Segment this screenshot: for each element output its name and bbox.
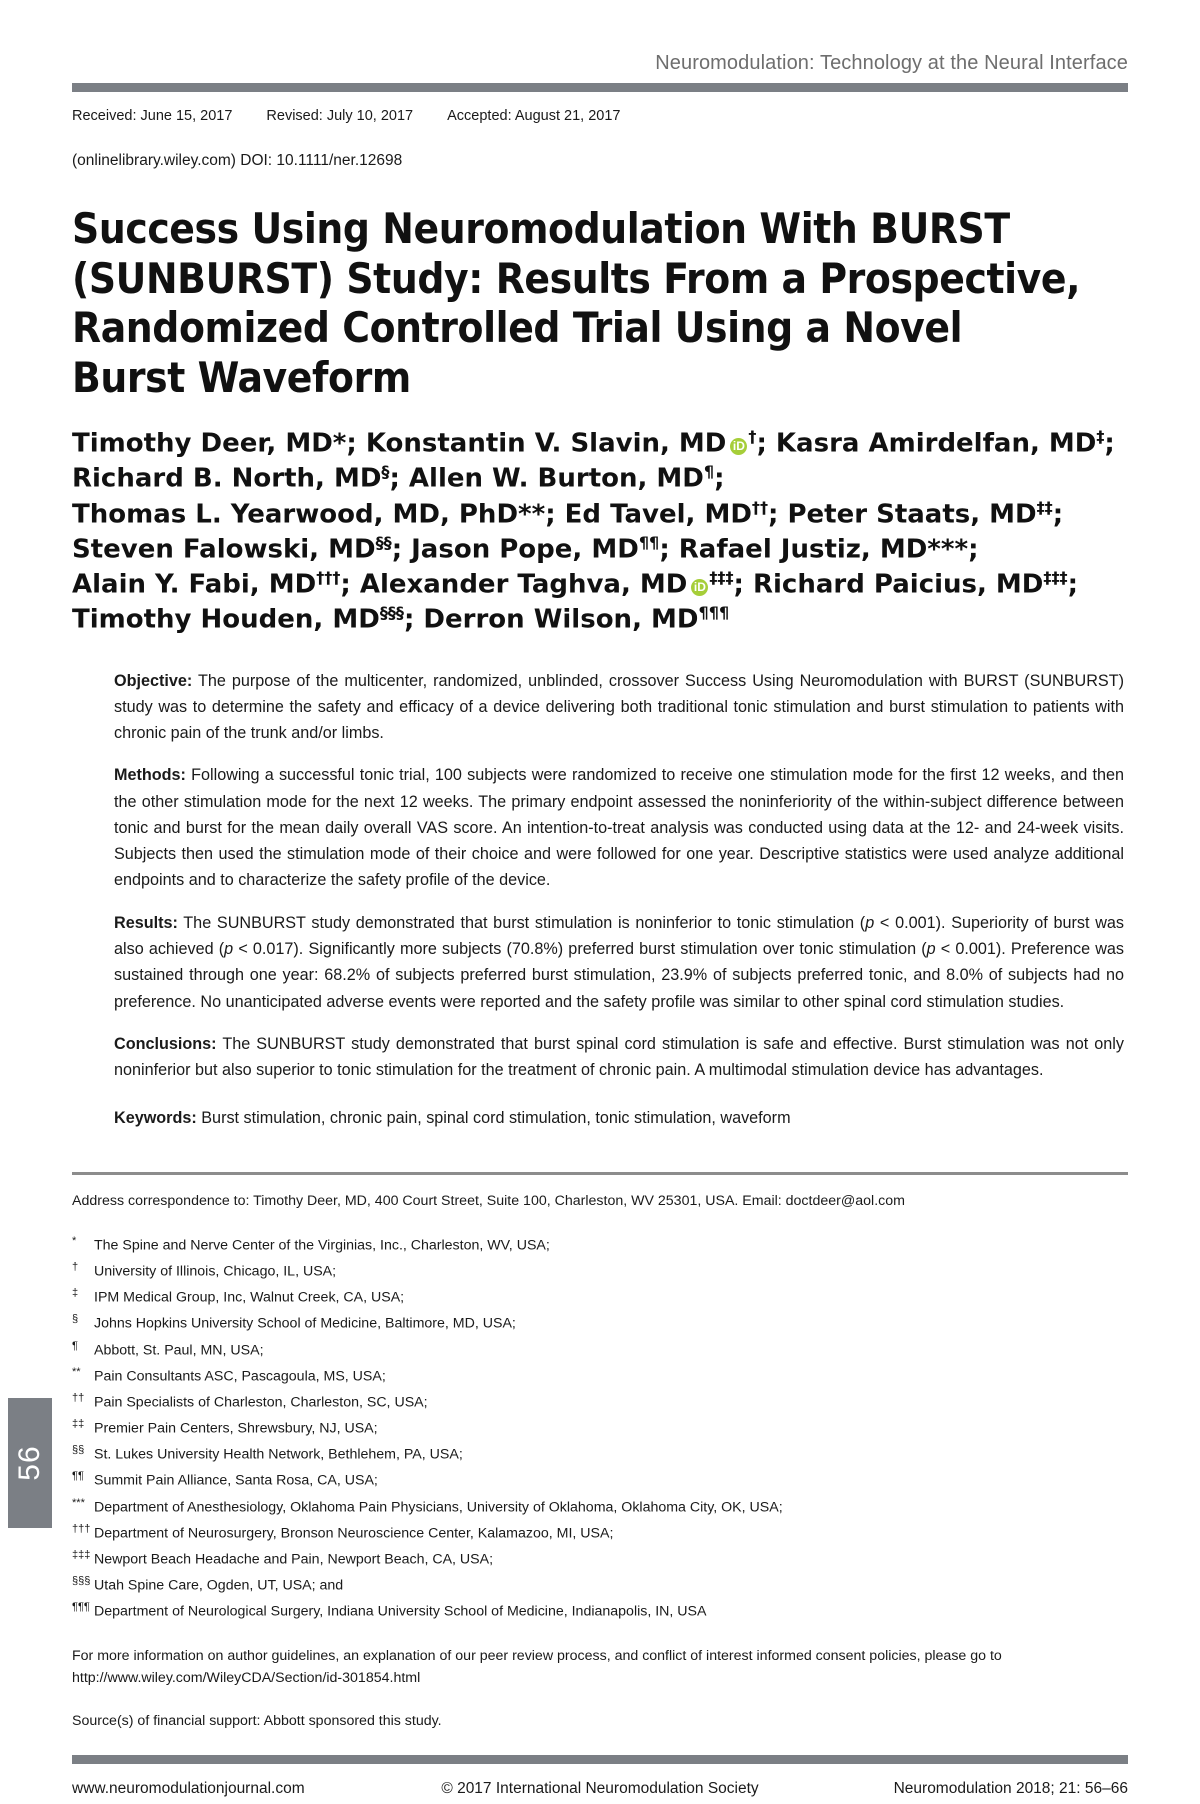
affil-text: Department of Neurological Surgery, Indiana University School of Medicine, Indianapolis, IN, USA bbox=[94, 1603, 707, 1620]
methods-text: Following a successful tonic trial, 100 subjects were randomized to receive one stimulation mode for the first 12 weeks, and then the other stimulation mode for the next 12 weeks. The primary endpoint assessed the noninferiority of the within-subject difference between tonic and burst for the mean daily overall VAS score. An intention-to-treat analysis was conducted using data at the 12- and 24-week visits. Subjects then used the stimulation mode of their choice and were followed for one year. Descriptive statistics were used analyze additional endpoints and to characterize the safety profile of the device. bbox=[114, 766, 1124, 890]
abstract-objective bbox=[114, 668, 1124, 747]
affiliation-item bbox=[72, 1572, 1128, 1598]
affil-marker: ‡ bbox=[72, 1287, 79, 1300]
p-value-symbol: p bbox=[926, 940, 936, 959]
author-text: ; bbox=[1052, 499, 1064, 530]
author-text: Timothy Houden, MD bbox=[72, 605, 380, 636]
affil-text: Premier Pain Centers, Shrewsbury, NJ, USA; bbox=[94, 1420, 378, 1437]
page-number-tab bbox=[8, 1398, 52, 1528]
author-text: ; Alexander Taghva, MD bbox=[340, 569, 688, 600]
author-text: ; Peter Staats, MD bbox=[768, 499, 1037, 530]
objective-text: The purpose of the multicenter, randomized, unblinded, crossover Success Using Neuromodulation with BURST (SUNBURST) study was to determine the safety and efficacy of a device delivering both traditional tonic stimulation and burst stimulation to patients with chronic pain of the trunk and/or limbs. bbox=[114, 671, 1124, 743]
affil-marker: ¶¶ bbox=[638, 532, 660, 552]
affil-marker: ** bbox=[72, 1365, 81, 1378]
affiliation-list bbox=[72, 1232, 1128, 1624]
title-line-3: Randomized Controlled Trial Using a Novel bbox=[72, 303, 963, 353]
objective-label: Objective: bbox=[114, 671, 193, 690]
conclusions-label: Conclusions: bbox=[114, 1034, 217, 1053]
results-text: The SUNBURST study demonstrated that burst stimulation is noninferior to tonic stimulation ( bbox=[177, 913, 866, 932]
affil-marker: §§ bbox=[375, 532, 392, 552]
author-text: ; Kasra Amirdelfan, MD bbox=[756, 428, 1097, 459]
keywords-label: Keywords: bbox=[114, 1109, 197, 1128]
author-text: Thomas L. Yearwood, MD, PhD**; Ed Tavel, MD bbox=[72, 499, 752, 530]
affil-text: University of Illinois, Chicago, IL, USA; bbox=[94, 1263, 337, 1280]
affil-text: Department of Neurosurgery, Bronson Neuroscience Center, Kalamazoo, MI, USA; bbox=[94, 1525, 614, 1542]
affiliation-item bbox=[72, 1441, 1128, 1467]
affil-marker: ¶¶ bbox=[72, 1470, 84, 1483]
author-text: ; Allen W. Burton, MD bbox=[389, 464, 704, 495]
footer-rule bbox=[72, 1755, 1128, 1764]
affil-marker: §§§ bbox=[72, 1575, 91, 1587]
affiliation-item bbox=[72, 1520, 1128, 1546]
affil-text: St. Lukes University Health Network, Bethlehem, PA, USA; bbox=[94, 1446, 463, 1463]
footnote-rule bbox=[72, 1172, 1128, 1175]
author-text: ; Derron Wilson, MD bbox=[403, 605, 699, 636]
affiliation-item bbox=[72, 1546, 1128, 1572]
affil-marker: § bbox=[381, 462, 390, 482]
author-line-6 bbox=[72, 602, 1128, 637]
affiliation-item bbox=[72, 1598, 1128, 1624]
p-value-symbol: p bbox=[865, 913, 875, 932]
abstract-methods bbox=[114, 762, 1124, 893]
affil-marker: †† bbox=[72, 1391, 85, 1404]
affil-marker: ‡ bbox=[1096, 427, 1105, 447]
affil-marker: ††† bbox=[72, 1522, 91, 1535]
citation-reference: Neuromodulation 2018; 21: 56–66 bbox=[893, 1779, 1128, 1797]
author-line-4 bbox=[72, 532, 1128, 567]
author-text: Steven Falowski, MD bbox=[72, 534, 376, 565]
title-line-2: (SUNBURST) Study: Results From a Prospective, bbox=[72, 253, 1081, 303]
affiliation-item bbox=[72, 1310, 1128, 1336]
affil-text: Newport Beach Headache and Pain, Newport Beach, CA, USA; bbox=[94, 1551, 494, 1568]
affiliation-item bbox=[72, 1232, 1128, 1258]
correspondence-line: Address correspondence to: Timothy Deer, MD, 400 Court Street, Suite 100, Charleston, WV 25301, USA. Email: doctdeer@aol.com bbox=[72, 1192, 905, 1209]
author-text: ; Richard Paicius, MD bbox=[733, 569, 1044, 600]
author-line-2 bbox=[72, 461, 1128, 496]
received-date: Received: June 15, 2017 bbox=[72, 108, 233, 124]
affil-text: Johns Hopkins University School of Medicine, Baltimore, MD, USA; bbox=[94, 1316, 516, 1333]
article-title bbox=[72, 204, 1081, 402]
affil-marker: ¶¶¶ bbox=[72, 1601, 90, 1614]
affil-text: Department of Anesthesiology, Oklahoma Pain Physicians, University of Oklahoma, Oklahoma City, OK, USA; bbox=[94, 1499, 783, 1516]
affil-marker: ‡‡‡ bbox=[1043, 568, 1068, 588]
affiliation-item bbox=[72, 1415, 1128, 1441]
affil-marker: ‡‡ bbox=[72, 1418, 85, 1431]
page-footer bbox=[72, 1780, 1128, 1804]
abstract-results bbox=[114, 910, 1124, 1015]
author-text: ; bbox=[714, 464, 725, 495]
affil-marker: †† bbox=[751, 497, 769, 517]
revised-date: Revised: July 10, 2017 bbox=[266, 108, 414, 124]
content-column bbox=[72, 0, 1128, 1804]
affil-marker: ‡‡‡ bbox=[709, 568, 734, 588]
affil-marker: *** bbox=[72, 1496, 85, 1509]
affil-marker: ‡‡ bbox=[1036, 497, 1053, 517]
results-text: < 0.001). Preference was sustained through one year: 68.2% of subjects preferred burst stimulation, 23.9% of subjects preferred tonic, and 8.0% of subjects had no preference. No unanticipated adverse events were reported and the safety profile was similar to other spinal cord stimulation studies. bbox=[114, 940, 1125, 1011]
affiliation-item bbox=[72, 1258, 1128, 1284]
author-list bbox=[72, 426, 1128, 637]
affil-text: Summit Pain Alliance, Santa Rosa, CA, USA; bbox=[94, 1473, 378, 1490]
abstract-keywords bbox=[114, 1105, 1124, 1131]
copyright-notice: © 2017 International Neuromodulation Society bbox=[441, 1779, 759, 1797]
affil-text: Pain Specialists of Charleston, Charleston, SC, USA; bbox=[94, 1394, 428, 1411]
author-line-1 bbox=[72, 426, 1128, 461]
accepted-date: Accepted: August 21, 2017 bbox=[447, 108, 621, 124]
author-text: Timothy Deer, MD*; Konstantin V. Slavin, MD bbox=[72, 428, 727, 459]
affil-marker: † bbox=[72, 1261, 79, 1274]
affiliation-item bbox=[72, 1389, 1128, 1415]
affiliation-item bbox=[72, 1467, 1128, 1493]
affil-marker: §§ bbox=[72, 1444, 85, 1457]
affil-marker: * bbox=[72, 1234, 77, 1247]
author-guidelines-note[interactable]: For more information on author guidelines, an explanation of our peer review process, and conflict of interest informed consent policies, please go to http://www.wiley.com/WileyCDA/Section/id-301854.html bbox=[72, 1648, 1002, 1686]
affil-marker: ††† bbox=[316, 568, 341, 588]
title-line-4: Burst Waveform bbox=[72, 352, 411, 402]
page-number: 56 bbox=[13, 1445, 46, 1481]
affiliation-item bbox=[72, 1363, 1128, 1389]
author-text: ; Jason Pope, MD bbox=[391, 534, 639, 565]
results-text: < 0.017). Significantly more subjects (70.8%) preferred burst stimulation over tonic stimulation ( bbox=[233, 940, 927, 959]
doi-line[interactable]: (onlinelibrary.wiley.com) DOI: 10.1111/ner.12698 bbox=[72, 152, 403, 169]
title-line-1: Success Using Neuromodulation With BURST bbox=[72, 204, 1010, 253]
affil-text: Utah Spine Care, Ogden, UT, USA; and bbox=[94, 1577, 344, 1594]
affil-marker: §§§ bbox=[379, 603, 404, 623]
author-text: Alain Y. Fabi, MD bbox=[72, 569, 317, 600]
conclusions-text: The SUNBURST study demonstrated that burst spinal cord stimulation is safe and effective. Burst stimulation was not only noninferior but also superior to tonic stimulation for the treatment of chronic pain. A multimodal stimulation device has advantages. bbox=[114, 1034, 1124, 1080]
affil-text: Pain Consultants ASC, Pascagoula, MS, USA; bbox=[94, 1368, 386, 1385]
author-text: ; bbox=[1104, 428, 1115, 459]
affil-marker: § bbox=[72, 1313, 79, 1326]
orcid-icon[interactable]: iD bbox=[691, 579, 708, 596]
affil-marker: ‡‡‡ bbox=[72, 1548, 91, 1561]
affiliation-item bbox=[72, 1494, 1128, 1520]
results-text: < 0.001). Superiority of burst was also achieved ( bbox=[114, 913, 1125, 959]
affil-text: The Spine and Nerve Center of the Virginias, Inc., Charleston, WV, USA; bbox=[94, 1237, 550, 1254]
abstract-conclusions bbox=[114, 1031, 1124, 1083]
affil-marker: ¶ bbox=[703, 462, 715, 482]
author-text: Richard B. North, MD bbox=[72, 464, 382, 495]
affil-marker: † bbox=[748, 427, 757, 447]
p-value-symbol: p bbox=[224, 940, 234, 959]
journal-running-head: Neuromodulation: Technology at the Neural Interface bbox=[655, 52, 1128, 74]
orcid-icon[interactable]: iD bbox=[730, 438, 747, 455]
author-line-3 bbox=[72, 497, 1128, 532]
affil-text: Abbott, St. Paul, MN, USA; bbox=[94, 1342, 264, 1359]
financial-support-note: Source(s) of financial support: Abbott sponsored this study. bbox=[72, 1712, 442, 1729]
methods-label: Methods: bbox=[114, 766, 186, 785]
manuscript-dates bbox=[72, 108, 1128, 124]
author-text: ; Rafael Justiz, MD***; bbox=[659, 534, 979, 565]
abstract bbox=[114, 668, 1124, 1132]
affil-marker: ¶ bbox=[72, 1339, 78, 1352]
author-line-5 bbox=[72, 567, 1128, 602]
author-text: ; bbox=[1067, 569, 1078, 600]
results-label: Results: bbox=[114, 913, 178, 932]
journal-website-link[interactable]: www.neuromodulationjournal.com bbox=[72, 1779, 305, 1797]
affil-marker: ¶¶¶ bbox=[698, 603, 730, 623]
affil-text: IPM Medical Group, Inc, Walnut Creek, CA, USA; bbox=[94, 1290, 405, 1307]
affiliation-item bbox=[72, 1337, 1128, 1363]
affiliation-item bbox=[72, 1284, 1128, 1310]
keywords-text: Burst stimulation, chronic pain, spinal cord stimulation, tonic stimulation, waveform bbox=[196, 1109, 791, 1128]
header-rule bbox=[72, 83, 1128, 92]
